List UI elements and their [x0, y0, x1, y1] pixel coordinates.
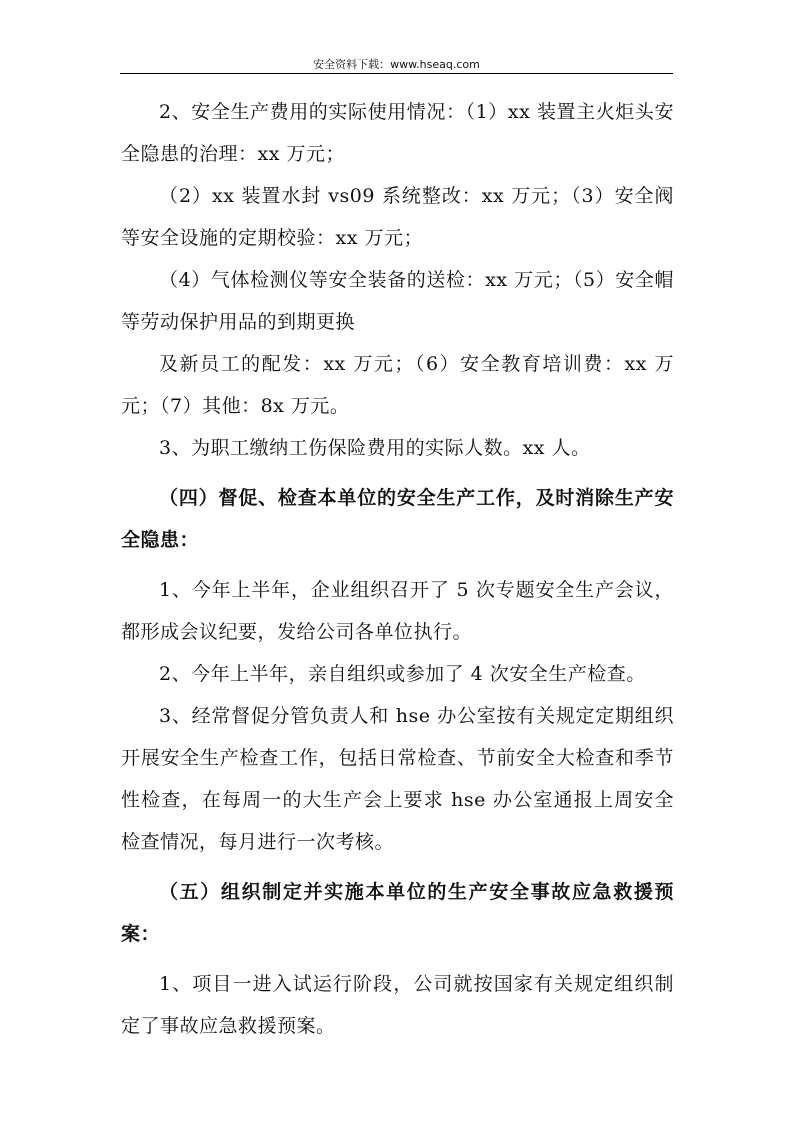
section-heading-4: （四）督促、检查本单位的安全生产工作，及时消除生产安全隐患： — [121, 487, 674, 551]
paragraph-cost-items-4-5: （4）气体检测仪等安全装备的送检：xx 万元；（5）安全帽等劳动保护用品的到期更换 — [121, 269, 674, 333]
paragraph-safety-meetings: 1、今年上半年，企业组织召开了 5 次专题安全生产会议，都形成会议纪要，发给公司各单位执行。 — [121, 579, 674, 643]
paragraph-hse-supervision: 3、经常督促分管负责人和 hse 办公室按有关规定定期组织开展安全生产检查工作，包括日常检查、节前安全大检查和季节性检查，在每周一的大生产会上要求 hse 办公室通报上周安全检查情况，每月进行一次考核。 — [121, 705, 674, 853]
page-header: 安全资料下载：www.hseaq.com — [313, 58, 480, 71]
paragraph-safety-inspections: 2、今年上半年，亲自组织或参加了 4 次安全生产检查。 — [159, 663, 646, 685]
paragraph-emergency-plan: 1、项目一进入试运行阶段，公司就按国家有关规定组织制定了事故应急救援预案。 — [121, 973, 674, 1037]
paragraph-safety-cost-usage: 2、安全生产费用的实际使用情况：（1）xx 装置主火炬头安全隐患的治理：xx 万元； — [121, 101, 674, 165]
document-body — [121, 91, 674, 1047]
section-heading-5: （五）组织制定并实施本单位的生产安全事故应急救援预案： — [121, 881, 674, 945]
paragraph-cost-items-2-3: （2）xx 装置水封 vs09 系统整改：xx 万元；（3）安全阀等安全设施的定期校验：xx 万元； — [121, 185, 674, 249]
paragraph-cost-items-6-7: 及新员工的配发：xx 万元；（6）安全教育培训费：xx 万元；（7）其他：8x 万元。 — [121, 353, 674, 417]
paragraph-insurance-count: 3、为职工缴纳工伤保险费用的实际人数。xx 人。 — [159, 437, 591, 459]
header-divider — [120, 73, 673, 74]
